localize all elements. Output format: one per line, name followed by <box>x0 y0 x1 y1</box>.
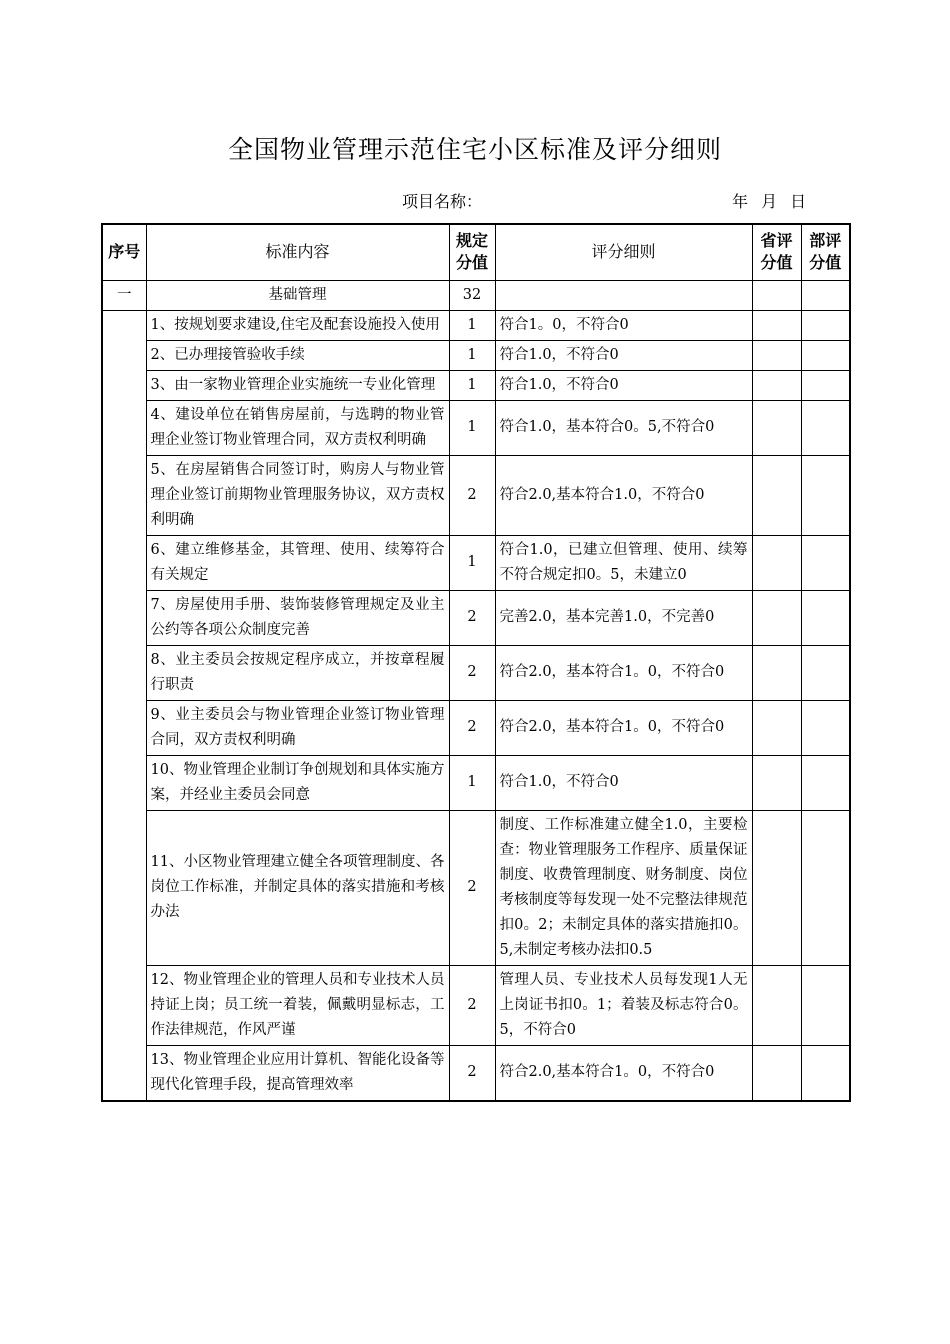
section-score: 32 <box>449 280 495 310</box>
score-cell: 2 <box>449 1045 495 1101</box>
rule-cell: 完善2.0，基本完善1.0，不完善0 <box>495 590 752 645</box>
rule-cell: 符合1.0，不符合0 <box>495 370 752 400</box>
header-prov-line2: 分值 <box>760 253 793 273</box>
table-row <box>102 310 850 340</box>
score-cell: 2 <box>449 965 495 1045</box>
seq-merged-cell <box>102 310 146 1101</box>
provincial-score-cell <box>752 400 801 455</box>
standard-content-cell: 1、按规划要求建设,住宅及配套设施投入使用 <box>146 310 449 340</box>
table-row <box>102 645 850 700</box>
ministry-score-cell <box>801 1045 850 1101</box>
table-row <box>102 590 850 645</box>
section-name: 基础管理 <box>146 280 449 310</box>
table-row <box>102 340 850 370</box>
score-cell: 2 <box>449 455 495 535</box>
ministry-score-cell <box>801 535 850 590</box>
provincial-score-cell <box>752 1045 801 1101</box>
rule-cell: 符合1。0，不符合0 <box>495 310 752 340</box>
table-row <box>102 965 850 1045</box>
table-row <box>102 370 850 400</box>
header-provincial <box>752 224 801 280</box>
header-score <box>449 224 495 280</box>
rule-cell: 符合2.0，基本符合1。0，不符合0 <box>495 700 752 755</box>
table-row <box>102 700 850 755</box>
standard-content-cell: 7、房屋使用手册、装饰装修管理规定及业主公约等各项公众制度完善 <box>146 590 449 645</box>
provincial-score-cell <box>752 645 801 700</box>
scoring-table <box>101 223 851 1102</box>
score-cell: 1 <box>449 755 495 810</box>
ministry-score-cell <box>801 370 850 400</box>
ministry-score-cell <box>801 755 850 810</box>
ministry-score-cell <box>801 310 850 340</box>
score-cell: 2 <box>449 590 495 645</box>
standard-content-cell: 11、小区物业管理建立健全各项管理制度、各岗位工作标准，并制定具体的落实措施和考核办法 <box>146 810 449 965</box>
score-cell: 1 <box>449 400 495 455</box>
table-row <box>102 1045 850 1101</box>
score-cell: 2 <box>449 645 495 700</box>
provincial-score-cell <box>752 340 801 370</box>
standard-content-cell: 13、物业管理企业应用计算机、智能化设备等现代化管理手段，提高管理效率 <box>146 1045 449 1101</box>
rule-cell: 符合1.0，不符合0 <box>495 755 752 810</box>
standard-content-cell: 3、由一家物业管理企业实施统一专业化管理 <box>146 370 449 400</box>
standard-content-cell: 10、物业管理企业制订争创规划和具体实施方案，并经业主委员会同意 <box>146 755 449 810</box>
rule-cell: 管理人员、专业技术人员每发现1人无上岗证书扣0。1；着装及标志符合0。5，不符合0 <box>495 965 752 1045</box>
score-cell: 2 <box>449 810 495 965</box>
rule-cell: 符合1.0，已建立但管理、使用、续筹不符合规定扣0。5，未建立0 <box>495 535 752 590</box>
header-prov-line1: 省评 <box>760 231 793 251</box>
ministry-score-cell <box>801 810 850 965</box>
ministry-score-cell <box>801 700 850 755</box>
table-row <box>102 810 850 965</box>
provincial-score-cell <box>752 535 801 590</box>
ministry-score-cell <box>801 340 850 370</box>
score-cell: 1 <box>449 340 495 370</box>
score-cell: 2 <box>449 700 495 755</box>
score-cell: 1 <box>449 535 495 590</box>
section-provincial <box>752 280 801 310</box>
standard-content-cell: 4、建设单位在销售房屋前，与选聘的物业管理企业签订物业管理合同，双方责权利明确 <box>146 400 449 455</box>
header-score-line2: 分值 <box>455 253 488 273</box>
table-row <box>102 455 850 535</box>
provincial-score-cell <box>752 370 801 400</box>
provincial-score-cell <box>752 590 801 645</box>
rule-cell: 符合2.0,基本符合1.0，不符合0 <box>495 455 752 535</box>
provincial-score-cell <box>752 965 801 1045</box>
rule-cell: 符合1.0，基本符合0。5,不符合0 <box>495 400 752 455</box>
standard-content-cell: 8、业主委员会按规定程序成立，并按章程履行职责 <box>146 645 449 700</box>
provincial-score-cell <box>752 755 801 810</box>
score-cell: 1 <box>449 310 495 340</box>
ministry-score-cell <box>801 645 850 700</box>
date-label: 年 月 日 <box>732 192 807 211</box>
section-row <box>102 280 850 310</box>
table-row <box>102 400 850 455</box>
header-seq: 序号 <box>102 224 146 280</box>
rule-cell: 符合2.0，基本符合1。0，不符合0 <box>495 645 752 700</box>
provincial-score-cell <box>752 810 801 965</box>
section-rule <box>495 280 752 310</box>
rule-cell: 符合1.0，不符合0 <box>495 340 752 370</box>
score-cell: 1 <box>449 370 495 400</box>
header-score-line1: 规定 <box>455 231 488 251</box>
header-rule: 评分细则 <box>495 224 752 280</box>
header-content: 标准内容 <box>146 224 449 280</box>
table-row <box>102 755 850 810</box>
ministry-score-cell <box>801 455 850 535</box>
ministry-score-cell <box>801 590 850 645</box>
standard-content-cell: 9、业主委员会与物业管理企业签订物业管理合同，双方责权利明确 <box>146 700 449 755</box>
standard-content-cell: 5、在房屋销售合同签订时，购房人与物业管理企业签订前期物业管理服务协议，双方责权利明确 <box>146 455 449 535</box>
standard-content-cell: 2、已办理接管验收手续 <box>146 340 449 370</box>
rule-cell: 符合2.0,基本符合1。0，不符合0 <box>495 1045 752 1101</box>
section-seq: 一 <box>102 280 146 310</box>
header-min-line1: 部评 <box>809 231 842 251</box>
page-title: 全国物业管理示范住宅小区标准及评分细则 <box>227 135 722 164</box>
header-ministry <box>801 224 850 280</box>
project-name-label: 项目名称： <box>402 192 483 211</box>
provincial-score-cell <box>752 455 801 535</box>
ministry-score-cell <box>801 965 850 1045</box>
header-min-line2: 分值 <box>809 253 842 273</box>
table-row <box>102 535 850 590</box>
rule-cell: 制度、工作标准建立健全1.0，主要检查：物业管理服务工作程序、质量保证制度、收费管理制度、财务制度、岗位考核制度等每发现一处不完整法律规范扣0。2；未制定具体的落实措施扣0。5,未制定考核办法扣0.5 <box>495 810 752 965</box>
provincial-score-cell <box>752 310 801 340</box>
ministry-score-cell <box>801 400 850 455</box>
standard-content-cell: 12、物业管理企业的管理人员和专业技术人员持证上岗；员工统一着装，佩戴明显标志，工作法律规范，作风严谨 <box>146 965 449 1045</box>
table-header-row <box>102 224 850 280</box>
standard-content-cell: 6、建立维修基金，其管理、使用、续筹符合有关规定 <box>146 535 449 590</box>
provincial-score-cell <box>752 700 801 755</box>
section-ministry <box>801 280 850 310</box>
